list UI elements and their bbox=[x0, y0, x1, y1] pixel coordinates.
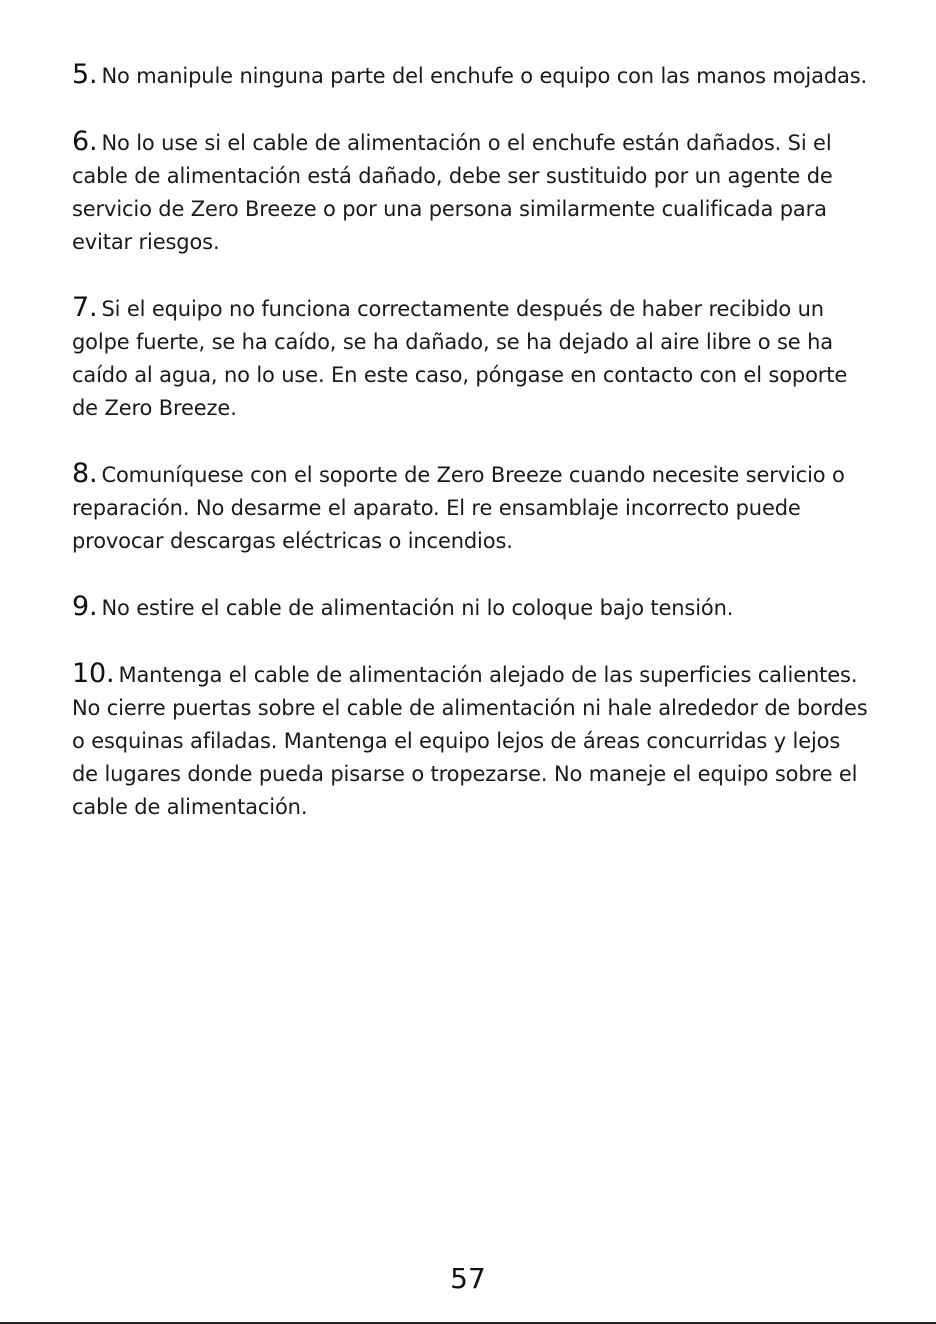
instruction-item-6 bbox=[72, 125, 872, 259]
item-number: 6. bbox=[72, 126, 98, 157]
item-number: 5. bbox=[72, 59, 98, 90]
item-text: Mantenga el cable de alimentación alejado de las superficies calientes. No cierre puertas sobre el cable de alimentación ni hale alrededor de bordes o esquinas afiladas. Mantenga el equipo lejos de áreas concurridas y lejos de lugares donde pueda pisarse o tropezarse. No maneje el equipo sobre el cable de alimentación. bbox=[72, 663, 868, 819]
instruction-item-10 bbox=[72, 657, 872, 824]
item-number: 10. bbox=[72, 658, 115, 689]
item-text: Comuníquese con el soporte de Zero Breeze cuando necesite servicio o reparación. No desarme el aparato. El re ensamblaje incorrecto puede provocar descargas eléctricas o incendios. bbox=[72, 463, 845, 553]
item-text: Si el equipo no funciona correctamente después de haber recibido un golpe fuerte, se ha caído, se ha dañado, se ha dejado al aire libre o se ha caído al agua, no lo use. En este caso, póngase en contacto con el soporte de Zero Breeze. bbox=[72, 297, 848, 420]
item-text: No estire el cable de alimentación ni lo coloque bajo tensión. bbox=[101, 596, 734, 620]
item-text: No lo use si el cable de alimentación o el enchufe están dañados. Si el cable de alimentación está dañado, debe ser sustituido por un agente de servicio de Zero Breeze o por una persona similarmente cualificada para evitar riesgos. bbox=[72, 131, 833, 254]
item-number: 7. bbox=[72, 292, 98, 323]
instruction-item-7 bbox=[72, 291, 872, 425]
instruction-list bbox=[72, 58, 872, 856]
item-text: No manipule ninguna parte del enchufe o equipo con las manos mojadas. bbox=[101, 64, 868, 88]
instruction-item-8 bbox=[72, 457, 872, 558]
item-number: 9. bbox=[72, 591, 98, 622]
page-number: 57 bbox=[450, 1262, 486, 1295]
instruction-item-9 bbox=[72, 590, 872, 625]
instruction-item-5 bbox=[72, 58, 872, 93]
item-number: 8. bbox=[72, 458, 98, 489]
